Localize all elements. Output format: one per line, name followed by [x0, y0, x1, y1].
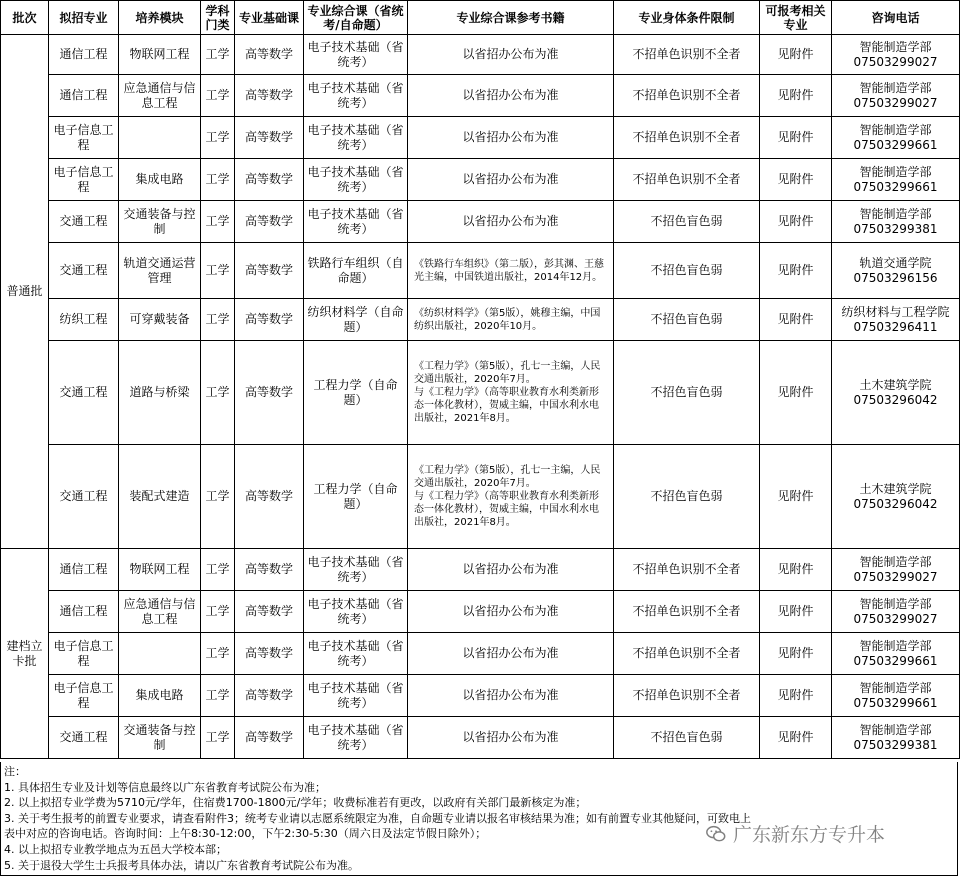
cell-module: 可穿戴装备 — [119, 299, 201, 341]
cell-major: 交通工程 — [49, 201, 119, 243]
cell-comprehensive-course: 工程力学（自命题） — [304, 445, 408, 549]
wechat-icon — [705, 823, 727, 845]
cell-related-majors: 见附件 — [760, 633, 832, 675]
cell-major: 交通工程 — [49, 341, 119, 445]
cell-physical-limit: 不招单色识别不全者 — [614, 35, 760, 75]
cell-category: 工学 — [201, 549, 235, 591]
cell-major: 交通工程 — [49, 717, 119, 759]
cell-phone: 智能制造学部 07503299661 — [832, 117, 960, 159]
cell-reference-book: 以省招办公布为准 — [408, 201, 614, 243]
cell-basic-course: 高等数学 — [235, 117, 304, 159]
cell-reference-book: 以省招办公布为准 — [408, 117, 614, 159]
cell-reference-book: 《铁路行车组织》（第二版），彭其渊、王慈光主编，中国铁道出版社，2014年12月。 — [408, 243, 614, 299]
cell-physical-limit: 不招单色识别不全者 — [614, 117, 760, 159]
table-row — [1, 675, 960, 717]
cell-major: 纺织工程 — [49, 299, 119, 341]
cell-phone: 智能制造学部 07503299661 — [832, 633, 960, 675]
cell-physical-limit: 不招单色识别不全者 — [614, 591, 760, 633]
table-row — [1, 35, 960, 75]
table-row — [1, 75, 960, 117]
cell-comprehensive-course: 铁路行车组织（自命题） — [304, 243, 408, 299]
cell-related-majors: 见附件 — [760, 159, 832, 201]
cell-phone: 智能制造学部 07503299381 — [832, 717, 960, 759]
cell-related-majors: 见附件 — [760, 591, 832, 633]
cell-phone: 土木建筑学院 07503296042 — [832, 445, 960, 549]
table-row — [1, 159, 960, 201]
cell-major: 电子信息工程 — [49, 675, 119, 717]
cell-phone: 土木建筑学院 07503296042 — [832, 341, 960, 445]
cell-basic-course: 高等数学 — [235, 549, 304, 591]
cell-basic-course: 高等数学 — [235, 201, 304, 243]
batch-registered: 建档立卡批 — [1, 549, 49, 759]
cell-related-majors: 见附件 — [760, 117, 832, 159]
table-row — [1, 445, 960, 549]
cell-phone: 智能制造学部 07503299381 — [832, 201, 960, 243]
cell-module: 装配式建造 — [119, 445, 201, 549]
cell-category: 工学 — [201, 675, 235, 717]
cell-comprehensive-course: 电子技术基础（省统考） — [304, 549, 408, 591]
cell-module — [119, 117, 201, 159]
cell-comprehensive-course: 电子技术基础（省统考） — [304, 633, 408, 675]
cell-physical-limit: 不招色盲色弱 — [614, 341, 760, 445]
cell-basic-course: 高等数学 — [235, 717, 304, 759]
note-3: 3. 关于考生报考的前置专业要求，请查看附件3；统考专业请以志愿系统限定为准，自命题专业请以报名审核结果为准；如有前置专业其他疑问，可致电上 — [4, 811, 751, 825]
cell-phone: 智能制造学部 07503299027 — [832, 591, 960, 633]
cell-major: 通信工程 — [49, 35, 119, 75]
cell-comprehensive-course: 电子技术基础（省统考） — [304, 201, 408, 243]
cell-basic-course: 高等数学 — [235, 159, 304, 201]
header-module: 培养模块 — [119, 1, 201, 35]
cell-physical-limit: 不招单色识别不全者 — [614, 549, 760, 591]
cell-phone: 智能制造学部 07503299027 — [832, 549, 960, 591]
cell-category: 工学 — [201, 591, 235, 633]
cell-category: 工学 — [201, 633, 235, 675]
cell-category: 工学 — [201, 75, 235, 117]
cell-basic-course: 高等数学 — [235, 341, 304, 445]
table-row — [1, 633, 960, 675]
cell-category: 工学 — [201, 341, 235, 445]
watermark-text: 广东新东方专升本 — [733, 824, 886, 846]
cell-basic-course: 高等数学 — [235, 591, 304, 633]
cell-major: 电子信息工程 — [49, 117, 119, 159]
header-category: 学科门类 — [201, 1, 235, 35]
table-row — [1, 549, 960, 591]
cell-reference-book: 《工程力学》（第5版），孔七一主编，人民交通出版社，2020年7月。 与《工程力学》（高等职业教育水利类新形态一体化教材），贺威主编，中国水利水电出版社，2021年8月。 — [408, 341, 614, 445]
cell-related-majors: 见附件 — [760, 675, 832, 717]
cell-comprehensive-course: 电子技术基础（省统考） — [304, 75, 408, 117]
cell-basic-course: 高等数学 — [235, 445, 304, 549]
cell-module: 应急通信与信息工程 — [119, 591, 201, 633]
note-4: 4. 以上拟招专业教学地点为五邑大学校本部； — [4, 842, 227, 856]
table-row — [1, 117, 960, 159]
note-5: 5. 关于退役大学生士兵报考具体办法，请以广东省教育考试院公布为准。 — [4, 858, 359, 872]
cell-physical-limit: 不招色盲色弱 — [614, 243, 760, 299]
table-row — [1, 299, 960, 341]
cell-related-majors: 见附件 — [760, 549, 832, 591]
cell-phone: 智能制造学部 07503299661 — [832, 675, 960, 717]
watermark — [705, 820, 885, 847]
cell-module: 应急通信与信息工程 — [119, 75, 201, 117]
cell-basic-course: 高等数学 — [235, 243, 304, 299]
cell-physical-limit: 不招单色识别不全者 — [614, 633, 760, 675]
cell-physical-limit: 不招色盲色弱 — [614, 717, 760, 759]
cell-comprehensive-course: 电子技术基础（省统考） — [304, 591, 408, 633]
cell-module: 物联网工程 — [119, 35, 201, 75]
notes-section — [0, 762, 958, 876]
header-phone: 咨询电话 — [832, 1, 960, 35]
cell-reference-book: 以省招办公布为准 — [408, 633, 614, 675]
cell-phone: 智能制造学部 07503299027 — [832, 75, 960, 117]
cell-related-majors: 见附件 — [760, 201, 832, 243]
cell-module — [119, 633, 201, 675]
cell-physical-limit: 不招色盲色弱 — [614, 299, 760, 341]
cell-reference-book: 《纺织材料学》（第5版），姚穆主编，中国纺织出版社，2020年10月。 — [408, 299, 614, 341]
cell-phone: 智能制造学部 07503299027 — [832, 35, 960, 75]
header-basic-course: 专业基础课 — [235, 1, 304, 35]
cell-related-majors: 见附件 — [760, 243, 832, 299]
cell-module: 交通装备与控制 — [119, 201, 201, 243]
note-2: 2. 以上拟招专业学费为5710元/学年，住宿费1700-1800元/学年；收费标准若有更改，以政府有关部门最新核定为准； — [4, 796, 587, 810]
cell-basic-course: 高等数学 — [235, 675, 304, 717]
cell-related-majors: 见附件 — [760, 717, 832, 759]
cell-module: 物联网工程 — [119, 549, 201, 591]
table-row — [1, 243, 960, 299]
cell-phone: 智能制造学部 07503299661 — [832, 159, 960, 201]
cell-related-majors: 见附件 — [760, 445, 832, 549]
cell-phone: 纺织材料与工程学院07503296411 — [832, 299, 960, 341]
cell-physical-limit: 不招色盲色弱 — [614, 201, 760, 243]
cell-category: 工学 — [201, 717, 235, 759]
table-row — [1, 201, 960, 243]
header-physical-limit: 专业身体条件限制 — [614, 1, 760, 35]
cell-comprehensive-course: 电子技术基础（省统考） — [304, 35, 408, 75]
cell-module: 集成电路 — [119, 159, 201, 201]
cell-physical-limit: 不招单色识别不全者 — [614, 675, 760, 717]
cell-related-majors: 见附件 — [760, 35, 832, 75]
cell-module: 集成电路 — [119, 675, 201, 717]
cell-comprehensive-course: 工程力学（自命题） — [304, 341, 408, 445]
header-comprehensive-course: 专业综合课（省统考/自命题） — [304, 1, 408, 35]
cell-major: 通信工程 — [49, 75, 119, 117]
cell-phone: 轨道交通学院 07503296156 — [832, 243, 960, 299]
cell-major: 电子信息工程 — [49, 159, 119, 201]
cell-category: 工学 — [201, 35, 235, 75]
cell-basic-course: 高等数学 — [235, 35, 304, 75]
cell-comprehensive-course: 电子技术基础（省统考） — [304, 717, 408, 759]
cell-reference-book: 以省招办公布为准 — [408, 159, 614, 201]
cell-category: 工学 — [201, 243, 235, 299]
cell-physical-limit: 不招单色识别不全者 — [614, 75, 760, 117]
header-related-majors: 可报考相关专业 — [760, 1, 832, 35]
cell-reference-book: 《工程力学》（第5版），孔七一主编，人民交通出版社，2020年7月。 与《工程力学》（高等职业教育水利类新形态一体化教材），贺威主编，中国水利水电出版社，2021年8月。 — [408, 445, 614, 549]
table-row — [1, 591, 960, 633]
cell-module: 轨道交通运营管理 — [119, 243, 201, 299]
cell-comprehensive-course: 电子技术基础（省统考） — [304, 117, 408, 159]
cell-basic-course: 高等数学 — [235, 75, 304, 117]
cell-category: 工学 — [201, 201, 235, 243]
cell-basic-course: 高等数学 — [235, 299, 304, 341]
cell-physical-limit: 不招单色识别不全者 — [614, 159, 760, 201]
cell-basic-course: 高等数学 — [235, 633, 304, 675]
cell-major: 交通工程 — [49, 243, 119, 299]
header-reference-books: 专业综合课参考书籍 — [408, 1, 614, 35]
cell-major: 通信工程 — [49, 591, 119, 633]
cell-category: 工学 — [201, 159, 235, 201]
cell-major: 交通工程 — [49, 445, 119, 549]
cell-category: 工学 — [201, 117, 235, 159]
notes-title: 注： — [4, 765, 26, 778]
cell-major: 通信工程 — [49, 549, 119, 591]
header-row — [1, 1, 960, 35]
note-1: 1. 具体招生专业及计划等信息最终以广东省教育考试院公布为准； — [4, 780, 326, 794]
note-3-cont: 表中对应的咨询电话。咨询时间：上午8:30-12:00，下午2:30-5:30（周六日及法定节假日除外）； — [4, 827, 487, 841]
cell-reference-book: 以省招办公布为准 — [408, 549, 614, 591]
cell-category: 工学 — [201, 299, 235, 341]
batch-regular: 普通批 — [1, 35, 49, 549]
cell-comprehensive-course: 电子技术基础（省统考） — [304, 675, 408, 717]
header-batch: 批次 — [1, 1, 49, 35]
cell-comprehensive-course: 电子技术基础（省统考） — [304, 159, 408, 201]
cell-physical-limit: 不招色盲色弱 — [614, 445, 760, 549]
cell-reference-book: 以省招办公布为准 — [408, 75, 614, 117]
cell-reference-book: 以省招办公布为准 — [408, 591, 614, 633]
cell-module: 交通装备与控制 — [119, 717, 201, 759]
cell-comprehensive-course: 纺织材料学（自命题） — [304, 299, 408, 341]
table-row — [1, 341, 960, 445]
cell-module: 道路与桥梁 — [119, 341, 201, 445]
cell-reference-book: 以省招办公布为准 — [408, 717, 614, 759]
cell-related-majors: 见附件 — [760, 299, 832, 341]
cell-related-majors: 见附件 — [760, 75, 832, 117]
cell-reference-book: 以省招办公布为准 — [408, 35, 614, 75]
header-major: 拟招专业 — [49, 1, 119, 35]
cell-category: 工学 — [201, 445, 235, 549]
table-row — [1, 717, 960, 759]
cell-major: 电子信息工程 — [49, 633, 119, 675]
cell-reference-book: 以省招办公布为准 — [408, 675, 614, 717]
cell-related-majors: 见附件 — [760, 341, 832, 445]
